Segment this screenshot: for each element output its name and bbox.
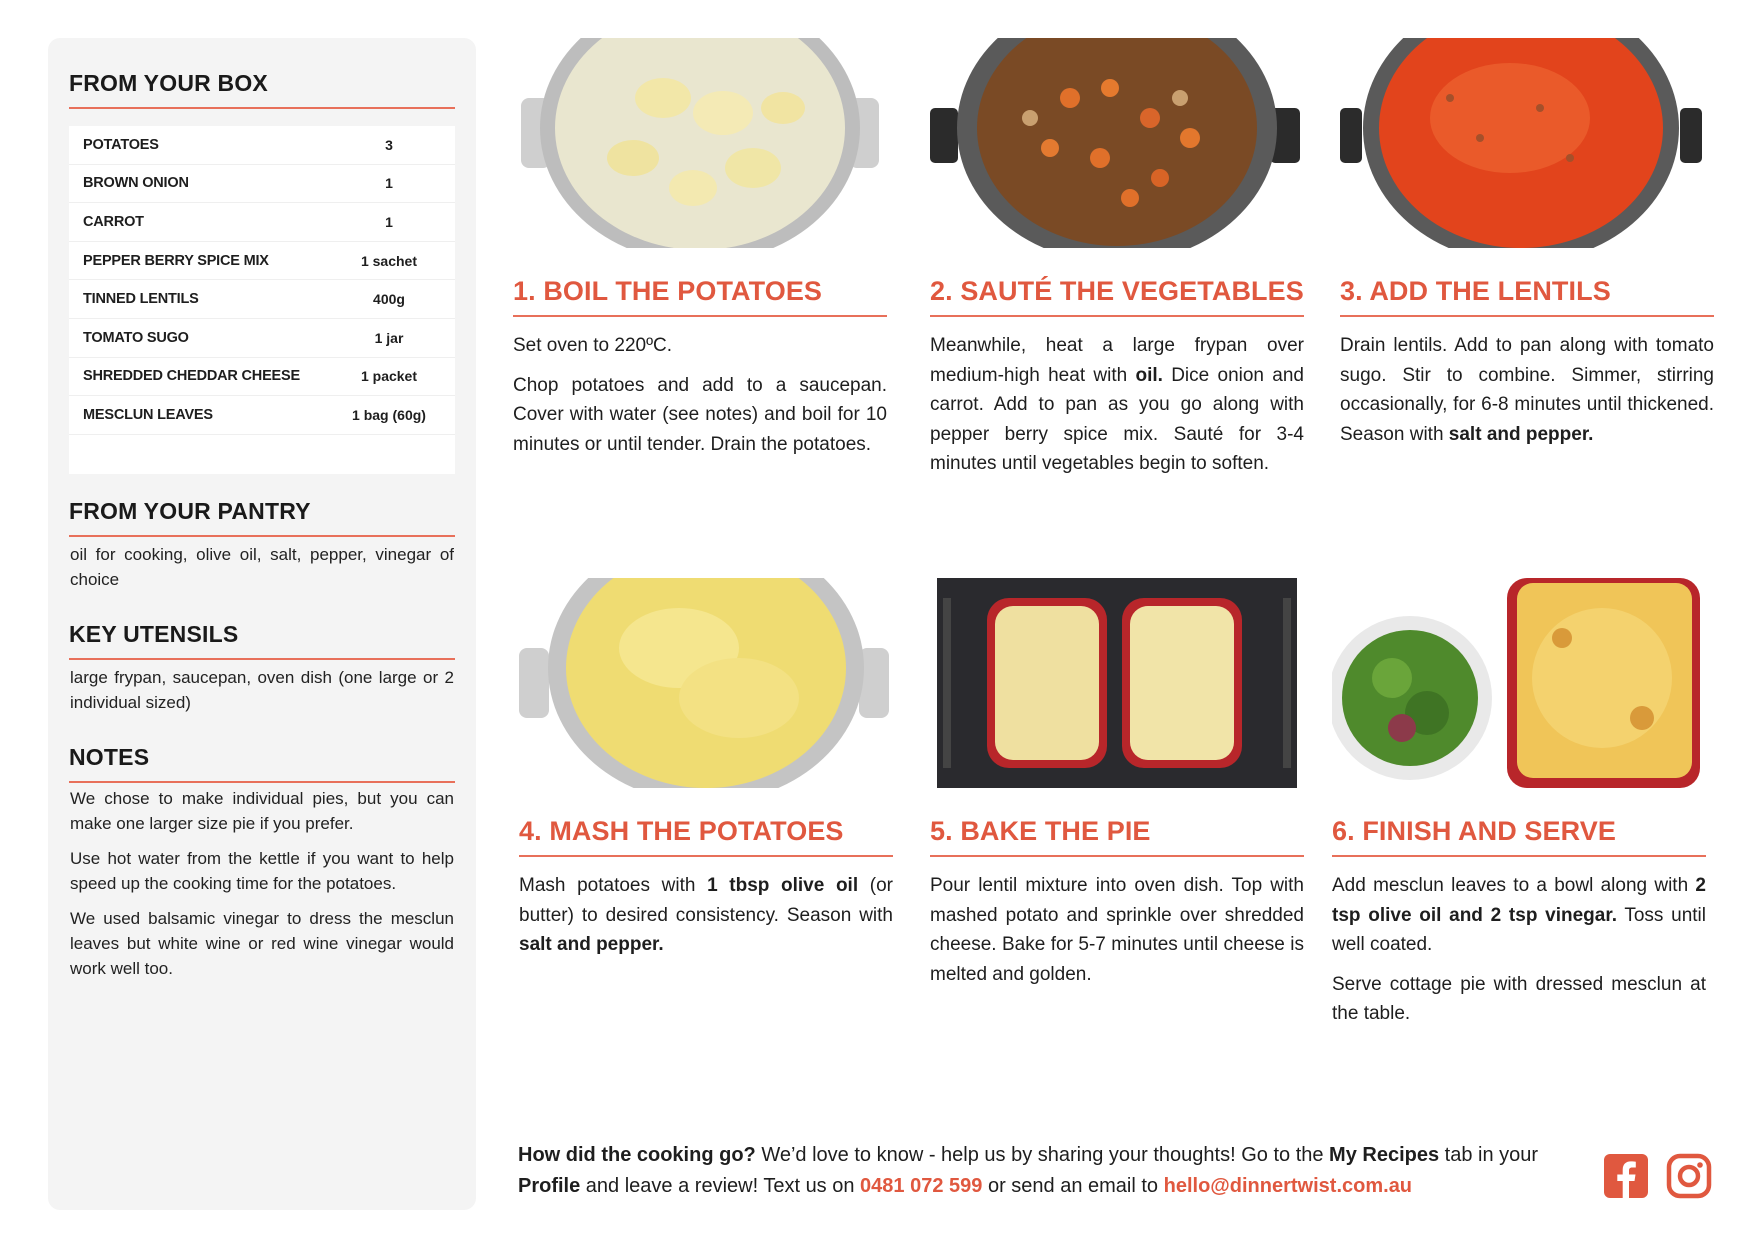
step-paragraph	[930, 871, 1304, 989]
bake-pie-photo	[937, 578, 1297, 788]
step-paragraph	[519, 871, 893, 960]
ingredients-table	[69, 126, 455, 474]
ingredient-name: POTATOES	[83, 136, 159, 153]
footer-bold-text: How did the cooking go?	[518, 1144, 756, 1166]
ingredient-qty: 1 packet	[360, 368, 418, 385]
footer-text-run: or send an email to	[982, 1175, 1164, 1197]
note-item: We used balsamic vinegar to dress the mesclun leaves but white wine or red wine vinegar would work well too.	[70, 909, 454, 978]
step-6	[1332, 578, 1706, 1029]
step-title: 2. SAUTÉ THE VEGETABLES	[930, 248, 1304, 317]
step-text-run: Dice onion and carrot. Add to pan as you go along with pepper berry spice mix. Sauté for 3-4 minutes until vegetables begin to soften.	[930, 364, 1304, 474]
footer-bold-text: My Recipes	[1329, 1144, 1440, 1166]
pantry-text: oil for cooking, olive oil, salt, pepper, vinegar of choice	[70, 545, 454, 589]
ingredient-qty: 1	[385, 213, 393, 230]
step-3	[1340, 38, 1714, 449]
step-text-run: Chop potatoes and add to a saucepan. Cover with water (see notes) and boil for 10 minutes or until tender. Drain the potatoes.	[513, 374, 887, 455]
footer-text-run: We’d love to know - help us by sharing your thoughts! Go to the	[755, 1144, 1330, 1166]
ingredient-row	[69, 396, 455, 435]
ingredient-name: MESCLUN LEAVES	[83, 406, 213, 423]
lentils-sauce-photo	[1340, 38, 1702, 248]
step-1	[513, 38, 887, 459]
step-title: 5. BAKE THE PIE	[930, 788, 1304, 857]
ingredient-name: BROWN ONION	[83, 175, 189, 192]
footer-text-run: tab in your	[1439, 1144, 1539, 1166]
ingredient-name: SHREDDED CHEDDAR CHEESE	[83, 368, 300, 385]
key-utensils-heading: KEY UTENSILS	[69, 621, 455, 660]
instagram-icon[interactable]	[1666, 1153, 1712, 1199]
feedback-footer	[518, 1140, 1578, 1202]
step-4	[519, 578, 893, 960]
ingredient-row	[69, 280, 455, 319]
step-title: 4. MASH THE POTATOES	[519, 788, 893, 857]
step-paragraph	[1332, 970, 1706, 1029]
step-paragraph	[1332, 871, 1706, 960]
step-text	[1340, 331, 1714, 449]
ingredient-row	[69, 319, 455, 358]
step-text	[1332, 871, 1706, 1029]
step-text-run: Mash potatoes with	[519, 875, 708, 896]
ingredient-row	[69, 165, 455, 204]
step-text-run: (or butter) to desired consistency. Season with	[519, 875, 893, 926]
step-title: 3. ADD THE LENTILS	[1340, 248, 1714, 317]
step-text	[519, 871, 893, 960]
step-bold-text: salt and pepper.	[519, 934, 664, 955]
ingredient-row	[69, 358, 455, 397]
ingredient-name: CARROT	[83, 213, 144, 230]
step-text-run: Drain lentils. Add to pan along with tomato sugo. Stir to combine. Simmer, stirring occasionally, for 6-8 minutes until thickened. Season with	[1340, 335, 1714, 445]
ingredient-row	[69, 126, 455, 165]
ingredient-qty: 1	[385, 175, 393, 192]
notes-heading: NOTES	[69, 744, 455, 783]
step-2	[930, 38, 1304, 479]
step-bold-text: 1 tbsp olive oil	[707, 875, 859, 896]
step-text-run: Toss until well coated.	[1332, 904, 1706, 955]
ingredient-qty: 1 jar	[374, 329, 404, 346]
step-paragraph	[1340, 331, 1714, 449]
footer-text-run: and leave a review! Text us on	[580, 1175, 861, 1197]
step-text-run: Serve cottage pie with dressed mesclun at the table.	[1332, 973, 1706, 1024]
email-link[interactable]: hello@dinnertwist.com.au	[1163, 1175, 1413, 1197]
step-paragraph	[513, 331, 887, 361]
facebook-icon[interactable]	[1603, 1153, 1649, 1199]
step-text	[930, 331, 1304, 479]
from-your-pantry-heading: FROM YOUR PANTRY	[69, 498, 455, 537]
notes-list	[70, 786, 454, 981]
phone-link[interactable]: 0481 072 599	[860, 1175, 983, 1197]
ingredient-qty: 1 sachet	[360, 252, 418, 269]
ingredient-name: PEPPER BERRY SPICE MIX	[83, 252, 269, 269]
step-title: 6. FINISH AND SERVE	[1332, 788, 1706, 857]
boiling-potatoes-photo	[513, 38, 887, 248]
utensils-text: large frypan, saucepan, oven dish (one large or 2 individual sized)	[70, 668, 454, 712]
step-5	[930, 578, 1304, 989]
step-bold-text: salt and pepper.	[1448, 423, 1594, 445]
note-item: We chose to make individual pies, but you can make one larger size pie if you prefer.	[70, 789, 454, 833]
from-your-box-heading: FROM YOUR BOX	[69, 70, 455, 109]
step-bold-text: 2 tsp olive oil and 2 tsp vinegar.	[1332, 875, 1706, 926]
ingredient-qty: 400g	[373, 291, 405, 308]
ingredient-row	[69, 242, 455, 281]
step-text-run: Add mesclun leaves to a bowl along with	[1332, 875, 1696, 896]
step-text	[930, 871, 1304, 989]
ingredient-qty: 3	[385, 136, 393, 153]
note-item: Use hot water from the kettle if you want to help speed up the cooking time for the potatoes.	[70, 849, 454, 893]
mashed-potatoes-photo	[519, 578, 893, 788]
step-text-run: Meanwhile, heat a large frypan over medium-high heat with	[930, 335, 1304, 386]
ingredient-name: TINNED LENTILS	[83, 291, 199, 308]
step-paragraph	[513, 371, 887, 460]
ingredients-sidebar	[48, 38, 476, 1210]
step-bold-text: oil.	[1135, 364, 1163, 386]
step-title: 1. BOIL THE POTATOES	[513, 248, 887, 317]
ingredient-row	[69, 203, 455, 242]
step-text	[513, 331, 887, 459]
footer-bold-text: Profile	[518, 1175, 581, 1197]
step-text-run: Set oven to 220ºC.	[513, 335, 673, 356]
ingredient-name: TOMATO SUGO	[83, 329, 189, 346]
ingredient-qty: 1 bag (60g)	[352, 406, 426, 423]
step-paragraph	[930, 331, 1304, 479]
finish-serve-photo	[1332, 578, 1700, 788]
step-text-run: Pour lentil mixture into oven dish. Top with mashed potato and sprinkle over shredded cheese. Bake for 5-7 minutes until cheese is melted and golden.	[930, 875, 1304, 985]
saute-vegetables-photo	[930, 38, 1304, 248]
